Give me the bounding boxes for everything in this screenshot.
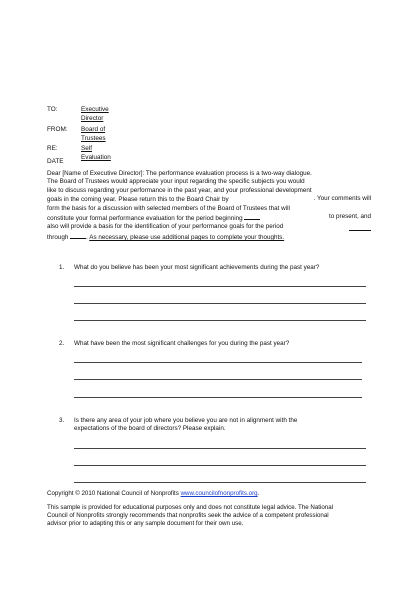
memo-re-label: RE: [47,145,58,153]
intro-line-text: . Your comments will [313,195,371,203]
question-number: 3. [59,417,65,424]
disclaimer-line: advisor prior to adapting this or any sample document for their own use. [47,520,244,527]
period-begin-blank[interactable] [244,213,260,220]
intro-line-text: constitute your formal performance evaluation for the period beginning [47,215,243,223]
legal-disclaimer [47,504,373,528]
return-date-blank[interactable] [230,195,250,201]
intro-paragraph [47,170,371,242]
intro-line: Dear [Name of Executive Director]: The performance evaluation process is a two-way dialogue. [47,170,312,177]
question-text-line: expectations of the board of directors? Please explain. [74,425,226,433]
question-number: 2. [59,340,65,347]
answer-line-q3-2[interactable] [74,465,366,466]
answer-line-q2-2[interactable] [74,379,362,380]
intro-line: form the basis for a discussion with selected members of the Board of Trustees that will [47,204,290,212]
intro-line [47,195,371,204]
intro-line-text: through [47,233,69,241]
disclaimer-line: This sample is provided for educational purposes only and does not constitute legal advice. The National [47,504,334,511]
question-text-line: Is there any area of your job where you believe you are not in alignment with the [74,417,298,424]
question-number: 1. [59,264,65,271]
question-text [74,417,370,434]
memo-to-label: TO: [47,106,58,113]
memo-from-label: FROM: [47,125,68,133]
intro-line-text: goals in the coming year. Please return this to the Board Chair by [47,196,229,204]
memo-to-value: Executive Director [81,106,109,122]
answer-line-q1-1[interactable] [74,286,366,287]
disclaimer-line: Council of Nonprofits strongly recommends that nonprofits seek the advice of a competent professional [47,512,329,519]
answer-line-q2-1[interactable] [74,362,362,363]
intro-line-text: . [86,233,88,241]
intro-line: like to discuss regarding your performance in the past year, and your professional development [47,186,312,194]
question-text: What do you believe has been your most significant achievements during the past year? [74,264,320,271]
copyright-end: . [257,490,260,497]
answer-line-q1-3[interactable] [74,320,366,321]
copyright-notice [47,490,259,498]
answer-line-q1-2[interactable] [74,303,366,304]
copyright-text: Copyright © 2010 National Council of Nonprofits [47,490,179,497]
goal-period-end-blank[interactable] [70,232,86,239]
intro-line [47,232,371,242]
answer-line-q3-1[interactable] [74,448,366,449]
intro-line [47,213,371,223]
question-text: What have been the most significant challenges for you during the past year? [74,340,290,347]
memo-from-value: Board of Trustees [81,125,106,142]
memo-re-value: Self Evaluation [81,145,111,162]
answer-line-q3-3[interactable] [74,482,366,483]
intro-line: The Board of Trustees would appreciate your input regarding the specific subjects you would [47,178,305,186]
intro-line-text: also will provide a basis for the identification of your performance goals for the period [47,223,284,231]
memo-date-label: DATE [47,158,64,165]
answer-line-q2-3[interactable] [74,397,362,398]
goal-period-start-blank[interactable] [349,224,371,231]
additional-pages-note: As necessary, please use additional pages to complete your thoughts. [89,233,285,241]
council-website-link[interactable]: www.councilofnonprofits.org [180,490,258,497]
intro-line-text: to present, and [328,213,371,221]
intro-line [47,223,371,231]
